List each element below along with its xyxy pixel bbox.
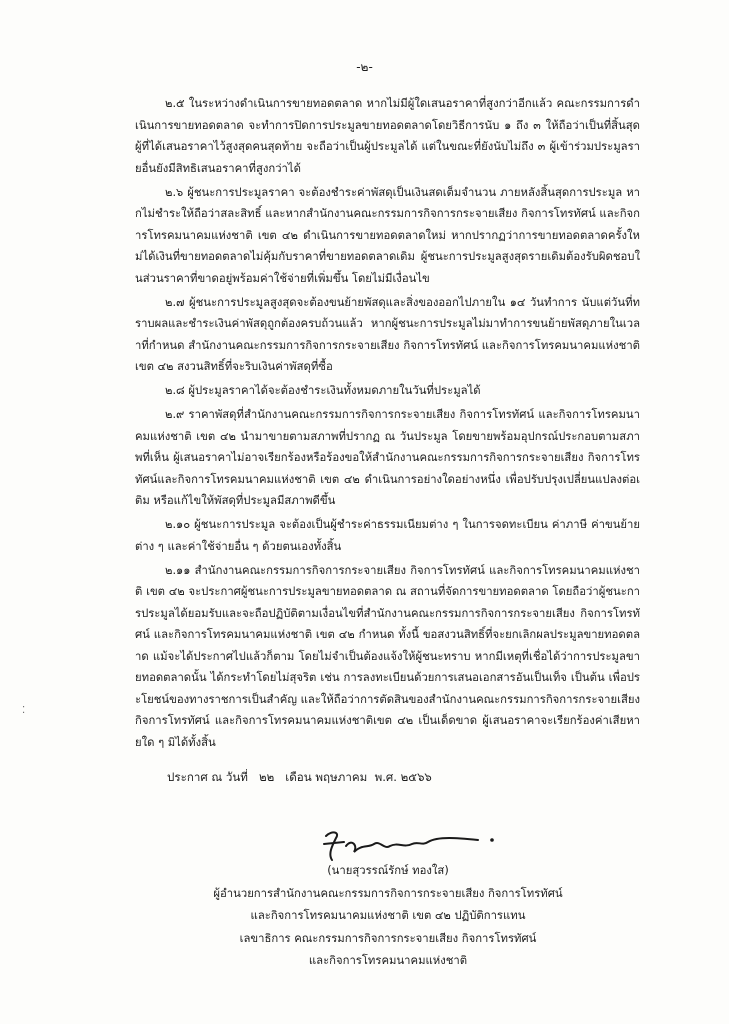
announcement-date: ประกาศ ณ วันที่ ๒๒ เดือน พฤษภาคม พ.ศ. ๒๕๖๖ [167,770,432,784]
clause-2-5: ๒.๕ ในระหว่างดำเนินการขายทอดตลาด หากไม่มีผู้ใดเสนอราคาที่สูงกว่าอีกแล้ว คณะกรรมการดำเนินการขายทอดตลาด จะทำการปิดการประมูลขายทอดตลาดโดยวิธีการนับ ๑ ถึง ๓ ให้ถือว่าเป็นที่สิ้นสุด ผู้ที่ได้เสนอราคาไว้สูงสุดคนสุดท้าย จะถือว่าเป็นผู้ประมูลได้ แต่ในขณะที่ยังนับไม่ถึง ๓ ผู้เข้าร่วมประมูลรายอื่นยังมีสิทธิเสนอราคาที่สูงกว่าได้ [135,97,640,175]
signer-title-line-4: และกิจการโทรคมนาคมแห่งชาติ [308,954,468,967]
clause-2-6: ๒.๖ ผู้ชนะการประมูลราคา จะต้องชำระค่าพัสดุเป็นเงินสดเต็มจำนวน ภายหลังสิ้นสุดการประมูล หากไม่ชำระให้ถือว่าสละสิทธิ์ และหากสำนักงานคณะกรรมการกิจการกระจายเสียง กิจการโทรทัศน์ และกิจการโทรคมนาคมแห่งชาติ เขต ๔๒ ดำเนินการขายทอดตลาดใหม่ หากปรากฏว่าการขายทอดตลาดครั้งใหม่ได้เงินที่ขายทอดตลาดไม่คุ้มกับราคาที่ขายทอดตลาดเดิม ผู้ชนะการประมูลสูงสุดรายเดิมต้องรับผิดชอบในส่วนราคาที่ขาดอยู่พร้อมค่าใช้จ่ายที่เพิ่มขึ้น โดยไม่มีเงื่อนไข [135,185,640,285]
signer-title-line-1: ผู้อำนวยการสำนักงานคณะกรรมการกิจการกระจายเสียง กิจการโทรทัศน์ [213,886,563,900]
clause-2-7: ๒.๗ ผู้ชนะการประมูลสูงสุดจะต้องขนย้ายพัสดุและสิ่งของออกไปภายใน ๑๔ วันทำการ นับแต่วันที่ทราบผลและชำระเงินค่าพัสดุถูกต้องครบถ้วนแล้ว หากผู้ชนะการประมูลไม่มาทำการขนย้ายพัสดุภายในเวลาที่กำหนด สำนักงานคณะกรรมการกิจการกระจายเสียง กิจการโทรทัศน์ และกิจการโทรคมนาคมแห่งชาติ เขต ๔๒ สงวนสิทธิ์ที่จะริบเงินค่าพัสดุที่ซื้อ [135,295,640,373]
signer-name: (นายสุวรรณ์รักษ์ ทองใส) [327,864,449,877]
scan-speck: ⁚ [22,705,26,716]
signer-title-line-3: เลขาธิการ คณะกรรมการกิจการกระจายเสียง กิจการโทรทัศน์ [239,931,537,945]
signature-block [168,860,608,973]
conditions-body [135,93,640,756]
clause-2-11: ๒.๑๑ สำนักงานคณะกรรมการกิจการกระจายเสียง กิจการโทรทัศน์ และกิจการโทรคมนาคมแห่งชาติ เขต ๔๒ จะประกาศผู้ชนะการประมูลขายทอดตลาด ณ สถานที่จัดการขายทอดตลาด โดยถือว่าผู้ชนะการประมูลได้ยอมรับและจะถือปฏิบัติตามเงื่อนไขที่สำนักงานคณะกรรมการกิจการกระจายเสียง กิจการโทรทัศน์ และกิจการโทรคมนาคมแห่งชาติ เขต ๔๒ กำหนด ทั้งนี้ ขอสงวนสิทธิ์ที่จะยกเลิกผลประมูลขายทอดตลาด แม้จะได้ประกาศไปแล้วก็ตาม โดยไม่จำเป็นต้องแจ้งให้ผู้ชนะทราบ หากมีเหตุที่เชื่อได้ว่าการประมูลขายทอดตลาดนั้น ได้กระทำโดยไม่สุจริต เช่น การลงทะเบียนด้วยการเสนอเอกสารอันเป็นเท็จ เป็นต้น เพื่อประโยชน์ของทางราชการเป็นสำคัญ และให้ถือว่าการตัดสินของสำนักงานคณะกรรมการกิจการกระจายเสียง กิจการโทรทัศน์ และกิจการโทรคมนาคมแห่งชาติเขต ๔๒ เป็นเด็ดขาด ผู้เสนอราคาจะเรียกร้องค่าเสียหายใด ๆ มิได้ทั้งสิ้น [135,563,641,749]
clause-2-10: ๒.๑๐ ผู้ชนะการประมูล จะต้องเป็นผู้ชำระค่าธรรมเนียมต่าง ๆ ในการจดทะเบียน ค่าภาษี ค่าขนย้ายต่าง ๆ และค่าใช้จ่ายอื่น ๆ ด้วยตนเองทั้งสิ้น [135,518,640,553]
clause-2-9: ๒.๙ ราคาพัสดุที่สำนักงานคณะกรรมการกิจการกระจายเสียง กิจการโทรทัศน์ และกิจการโทรคมนาคมแห่งชาติ เขต ๔๒ นำมาขายตามสภาพที่ปรากฏ ณ วันประมูล โดยขายพร้อมอุปกรณ์ประกอบตามสภาพที่เห็น ผู้เสนอราคาไม่อาจเรียกร้องหรือร้องขอให้สำนักงานคณะกรรมการกิจการกระจายเสียง กิจการโทรทัศน์และกิจการโทรคมนาคมแห่งชาติ เขต ๔๒ ดำเนินการอย่างใดอย่างหนึ่ง เพื่อปรับปรุงเปลี่ยนแปลงต่อเติม หรือแก้ไขให้พัสดุที่ประมูลมีสภาพดีขึ้น [135,408,640,507]
signer-title-line-2: และกิจการโทรคมนาคมแห่งชาติ เขต ๔๒ ปฏิบัติการแทน [250,909,526,922]
clause-2-8: ๒.๘ ผู้ประมูลราคาได้จะต้องชำระเงินทั้งหมดภายในวันที่ประมูลได้ [165,384,481,397]
page-number: -๒- [356,60,373,74]
